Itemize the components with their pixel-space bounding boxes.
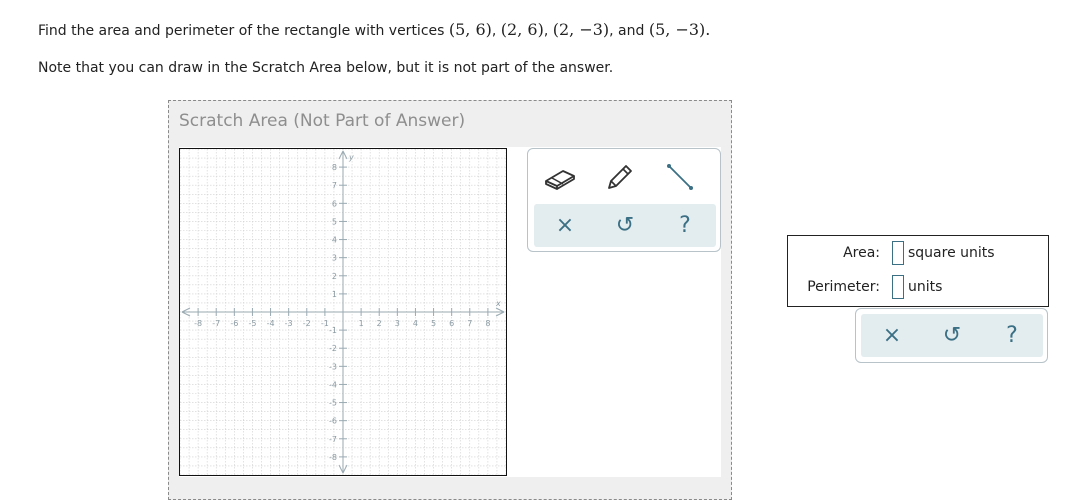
coordinate-plane-svg[interactable] [180,149,506,475]
answer-box [787,235,1049,307]
x-tick-label: 4 [412,319,418,328]
x-tick-label: 8 [485,319,491,328]
y-tick-label: 7 [331,181,337,191]
scratch-note: Note that you can draw in the Scratch Area below, but it is not part of the answer. [38,60,614,76]
pencil-icon [604,161,636,193]
y-tick-label: 8 [331,163,337,173]
drawing-control-bar [534,204,716,247]
y-tick-label: -7 [329,434,337,444]
x-tick-label: -5 [248,319,257,328]
question-suffix: . [705,20,711,39]
line-tool-button[interactable] [660,157,700,197]
x-axis-label: x [496,299,501,308]
undo-icon: ↺ [615,213,635,238]
y-tick-label: -6 [329,416,337,426]
area-unit: square units [908,245,995,261]
y-tick-label: 6 [331,199,337,209]
y-tick-label: 5 [331,217,337,227]
undo-icon: ↺ [942,323,962,348]
y-tick-label: 4 [331,235,337,245]
question-sep-1: , [491,23,501,39]
answer-control-bar [861,314,1043,357]
y-tick-label: 3 [331,253,337,263]
y-axis-label: y [349,153,354,162]
x-tick-label: 6 [449,319,455,328]
vertex-2: (2, 6) [500,20,544,39]
eraser-tool-button[interactable] [540,157,580,197]
question-prefix: Find the area and perimeter of the rectangle with vertices [38,23,449,39]
drawing-help-button[interactable] [660,204,710,247]
drawing-toolbox [527,148,721,252]
question-sep-3: , and [609,23,649,39]
y-tick-label: -4 [329,380,337,390]
pencil-tool-button[interactable] [600,157,640,197]
question-text [38,20,710,39]
area-row [788,241,1048,265]
y-tick-label: -3 [329,362,337,372]
x-tick-label: -6 [230,319,239,328]
x-tick-label: -3 [284,319,293,328]
perimeter-input[interactable] [892,275,904,299]
x-tick-label: -8 [194,319,203,328]
y-tick-label: 1 [331,289,337,299]
answer-help-button[interactable] [987,314,1037,357]
x-tick-label: 5 [431,319,437,328]
undo-drawing-button[interactable] [600,204,650,247]
y-tick-label: 2 [331,271,337,281]
x-tick-label: 7 [467,319,473,328]
undo-answer-button[interactable] [927,314,977,357]
drawing-tool-row [528,155,720,199]
help-icon: ? [1006,323,1018,348]
perimeter-unit: units [908,279,943,295]
x-tick-label: -7 [212,319,221,328]
close-icon: × [555,213,575,238]
line-segment-icon [664,161,696,193]
answer-toolbox [855,308,1048,363]
coordinate-grid[interactable] [179,148,507,476]
perimeter-row [788,275,1048,299]
x-tick-label: -2 [302,319,311,328]
scratch-area-title: Scratch Area (Not Part of Answer) [179,111,466,131]
close-icon: × [882,323,902,348]
y-tick-label: -5 [329,398,337,408]
x-tick-label: 3 [394,319,400,328]
vertex-1: (5, 6) [448,20,492,39]
y-tick-label: -1 [329,326,337,336]
vertex-4: (5, −3) [648,20,706,39]
area-label: Area: [843,245,880,261]
x-tick-label: -4 [266,319,275,328]
vertex-3: (2, −3) [552,20,610,39]
y-tick-label: -2 [329,344,337,354]
x-tick-label: 1 [358,319,364,328]
area-input[interactable] [892,241,904,265]
clear-drawing-button[interactable] [540,204,590,247]
perimeter-label: Perimeter: [807,279,880,295]
eraser-icon [543,163,577,191]
clear-answer-button[interactable] [867,314,917,357]
help-icon: ? [679,213,691,238]
y-tick-label: -8 [329,452,337,462]
x-tick-label: 2 [376,319,382,328]
question-sep-2: , [543,23,553,39]
x-tick-label: -1 [320,319,329,328]
